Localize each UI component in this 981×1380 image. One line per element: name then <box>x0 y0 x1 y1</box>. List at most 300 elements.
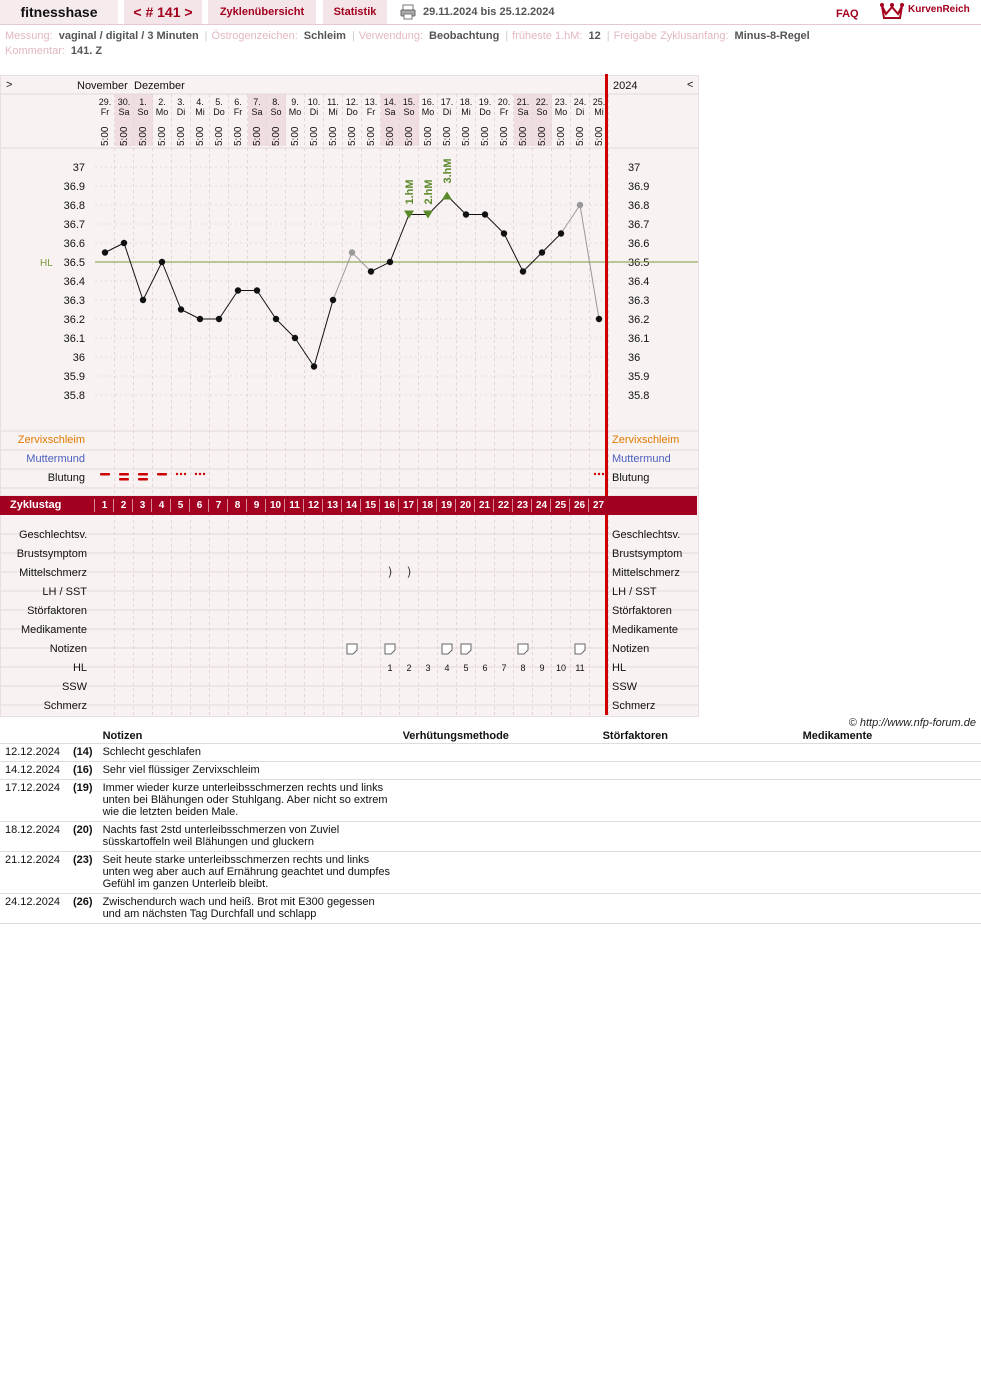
disturbances-header: Störfaktoren <box>598 729 798 744</box>
weekday-label: Fr <box>100 107 110 117</box>
row-label: Schmerz <box>612 700 656 712</box>
cycle-day-divider <box>246 499 247 512</box>
note-row <box>0 744 981 762</box>
top-bar <box>0 0 981 25</box>
date-label: 30. <box>117 97 131 107</box>
y-tick-label: 36.2 <box>628 314 650 326</box>
weekday-label: Mi <box>195 107 205 117</box>
note-icon[interactable] <box>347 644 357 654</box>
note-date: 24.12.2024 <box>0 894 68 924</box>
y-tick-label: 36.8 <box>63 200 85 212</box>
cycle-day-number: 8 <box>234 500 241 511</box>
cycle-day-number: 7 <box>215 500 222 511</box>
date-label: 14. <box>383 97 397 107</box>
username: fitnesshase <box>0 0 118 24</box>
note-text: Zwischendurch wach und heiß. Brot mit E300 gegessen und am nächsten Tag Durchfall und schlapp <box>98 894 398 924</box>
cycle-day-divider <box>588 499 589 512</box>
time-label: 5:00 <box>252 126 263 146</box>
row-label: Medikamente <box>20 624 87 636</box>
note-icon[interactable] <box>575 644 585 654</box>
note-medication <box>798 822 981 852</box>
date-label: 20. <box>497 97 511 107</box>
y-tick-label: 36.5 <box>63 257 85 269</box>
weekday-label: Mo <box>155 107 169 117</box>
temp-point <box>539 249 545 255</box>
date-label: 8. <box>272 97 280 107</box>
meta-value: Minus-8-Regel <box>734 30 810 42</box>
note-text: Schlecht geschlafen <box>98 744 398 762</box>
date-label: 12. <box>345 97 359 107</box>
cycle-day-divider <box>512 499 513 512</box>
cycle-day-number: 25 <box>554 500 567 511</box>
note-text: Nachts fast 2std unterleibsschmerzen von Zuviel süsskartoffeln weil Blähungen und gluckern <box>98 822 398 852</box>
y-tick-label: 35.9 <box>63 371 85 383</box>
time-label: 5:00 <box>518 126 529 146</box>
month-label: November <box>77 80 128 92</box>
time-label: 5:00 <box>480 126 491 146</box>
medication-header: Medikamente <box>798 729 981 744</box>
bleeding-icon <box>100 473 110 476</box>
date-label: 19. <box>478 97 492 107</box>
weekday-label: Mi <box>461 107 471 117</box>
next-cycle-button[interactable]: > <box>184 4 193 20</box>
weekday-label: Mo <box>421 107 435 117</box>
cycle-day-number: 10 <box>269 500 282 511</box>
weekday-label: Mo <box>288 107 302 117</box>
row-label: Mittelschmerz <box>612 567 680 579</box>
meta-key: Östrogenzeichen: <box>211 30 298 42</box>
time-label: 5:00 <box>442 126 453 146</box>
cycle-day-divider <box>493 499 494 512</box>
note-date: 17.12.2024 <box>0 780 68 822</box>
meta-separator: | <box>204 30 208 42</box>
temp-point <box>159 259 165 265</box>
weekday-label: Mo <box>554 107 568 117</box>
cycle-day-divider <box>113 499 114 512</box>
cycle-day-divider <box>151 499 152 512</box>
time-label: 5:00 <box>347 126 358 146</box>
time-label: 5:00 <box>100 126 111 146</box>
date-label: 6. <box>234 97 242 107</box>
y-tick-label: 36 <box>72 352 85 364</box>
bleeding-heavy-icon <box>138 478 148 481</box>
date-label: 29. <box>98 97 112 107</box>
note-text: Sehr viel flüssiger Zervixschleim <box>98 762 398 780</box>
y-tick-label: 36.7 <box>628 219 650 231</box>
logo-text[interactable]: KurvenReich <box>908 4 970 15</box>
today-marker <box>605 74 608 715</box>
note-medication <box>798 894 981 924</box>
cycle-day-number: 9 <box>253 500 260 511</box>
bleeding-spotting-icon <box>602 473 604 475</box>
cycle-day-divider <box>170 499 171 512</box>
temp-point <box>387 259 393 265</box>
y-tick-label: 37 <box>628 162 641 174</box>
cycle-day-divider <box>474 499 475 512</box>
row-label: Notizen <box>49 643 87 655</box>
y-tick-label: 36.6 <box>628 238 650 250</box>
cycle-day-number: 4 <box>158 500 165 511</box>
hm-marker <box>442 192 452 200</box>
note-disturbances <box>598 894 798 924</box>
cycle-day-number: 16 <box>383 500 396 511</box>
meta-key: Messung: <box>5 30 53 42</box>
row-label: Geschlechtsv. <box>19 529 88 541</box>
temp-point <box>368 268 374 274</box>
row-label: HL <box>72 662 87 674</box>
weekday-label: Di <box>176 107 186 117</box>
time-label: 5:00 <box>423 126 434 146</box>
temp-point <box>197 316 203 322</box>
meta-key: Freigabe Zyklusanfang: <box>613 30 729 42</box>
statistics-tab[interactable]: Statistik <box>323 0 387 24</box>
temp-point <box>463 211 469 217</box>
date-label: 9. <box>291 97 299 107</box>
time-label: 5:00 <box>309 126 320 146</box>
cycle-settings <box>5 29 816 59</box>
meta-value: Schleim <box>303 30 346 42</box>
date-label: 4. <box>196 97 204 107</box>
y-tick-label: 37 <box>72 162 85 174</box>
note-icon[interactable] <box>442 644 452 654</box>
cycle-period: 29.11.2024 bis 25.12.2024 <box>423 6 555 18</box>
time-label: 5:00 <box>138 126 149 146</box>
y-tick-label: 36.3 <box>63 295 85 307</box>
hm-label: 1.hM <box>404 179 416 205</box>
note-medication <box>798 780 981 822</box>
cycle-day-divider <box>227 499 228 512</box>
note-contraception <box>398 894 598 924</box>
date-label: 13. <box>364 97 378 107</box>
date-label: 22. <box>535 97 549 107</box>
date-label: 21. <box>516 97 530 107</box>
y-tick-label: 36.7 <box>63 219 85 231</box>
note-icon[interactable] <box>385 644 395 654</box>
mittelschmerz-icon: ) <box>406 565 412 579</box>
bleeding-spotting-icon <box>203 473 205 475</box>
note-date: 21.12.2024 <box>0 852 68 894</box>
row-label: Zervixschleim <box>612 434 680 446</box>
bleeding-spotting-icon <box>199 473 201 475</box>
row-label: Zervixschleim <box>17 434 85 446</box>
settings-line <box>5 29 816 44</box>
cycle-day-number: 13 <box>326 500 339 511</box>
cycle-chart <box>0 75 699 717</box>
row-label: SSW <box>612 681 638 693</box>
y-tick-label: 36.2 <box>63 314 85 326</box>
cycle-overview-tab[interactable]: Zyklenübersicht <box>208 0 316 24</box>
cycle-day-divider <box>569 499 570 512</box>
expand-left-button[interactable]: > <box>6 79 13 91</box>
weekday-label: So <box>403 107 415 117</box>
weekday-label: Do <box>213 107 225 117</box>
cycle-day-divider <box>360 499 361 512</box>
row-label: Medikamente <box>612 624 679 636</box>
cycle-day-number: 2 <box>120 500 127 511</box>
meta-key: früheste 1.hM: <box>512 30 583 42</box>
temp-point <box>501 230 507 236</box>
temp-point <box>311 363 317 369</box>
y-tick-label: 36.1 <box>628 333 650 345</box>
cycle-day-number: 3 <box>139 500 146 511</box>
temp-point <box>558 230 564 236</box>
weekday-label: Do <box>346 107 358 117</box>
weekday-label: So <box>270 107 282 117</box>
note-medication <box>798 744 981 762</box>
temp-point <box>140 297 146 303</box>
row-label: LH / SST <box>42 586 87 598</box>
weekday-label: Do <box>479 107 491 117</box>
cycle-day-divider <box>379 499 380 512</box>
row-label: Brustsymptom <box>16 548 87 560</box>
temp-line-segment <box>542 234 561 253</box>
date-label: 15. <box>402 97 416 107</box>
note-date: 12.12.2024 <box>0 744 68 762</box>
collapse-right-button[interactable]: < <box>687 79 694 91</box>
meta-separator: | <box>351 30 355 42</box>
meta-separator: | <box>505 30 509 42</box>
row-label: LH / SST <box>612 586 657 598</box>
cycle-day-divider <box>303 499 304 512</box>
note-row <box>0 894 981 924</box>
y-tick-label: 35.9 <box>628 371 650 383</box>
note-cycle-day: (26) <box>68 894 98 924</box>
time-label: 5:00 <box>271 126 282 146</box>
temp-point <box>596 316 602 322</box>
cycle-day-divider <box>341 499 342 512</box>
row-label: Störfaktoren <box>27 605 87 617</box>
faq-link[interactable]: FAQ <box>836 8 859 20</box>
cycle-day-number: 26 <box>573 500 586 511</box>
cycle-day-band <box>0 496 697 515</box>
y-tick-label: 36.8 <box>628 200 650 212</box>
print-icon[interactable] <box>400 4 416 20</box>
temp-point <box>520 268 526 274</box>
hm-label: 2.hM <box>423 179 435 205</box>
time-label: 5:00 <box>594 126 605 146</box>
date-label: 10. <box>307 97 321 107</box>
date-label: 25. <box>592 97 606 107</box>
cycle-day-divider <box>436 499 437 512</box>
time-label: 5:00 <box>176 126 187 146</box>
bleeding-spotting-icon <box>594 473 596 475</box>
bleeding-heavy-icon <box>138 473 148 476</box>
y-tick-label: 36.4 <box>63 276 85 288</box>
row-label: Muttermund <box>26 453 85 465</box>
weekday-label: Sa <box>384 107 396 117</box>
y-tick-label: 35.8 <box>628 390 650 402</box>
date-label: 2. <box>158 97 166 107</box>
copyright[interactable]: © http://www.nfp-forum.de <box>848 717 976 729</box>
weekday-label: Mi <box>594 107 604 117</box>
bleeding-heavy-icon <box>119 473 129 476</box>
y-tick-label: 35.8 <box>63 390 85 402</box>
note-cycle-day: (20) <box>68 822 98 852</box>
meta-value: Beobachtung <box>429 30 500 42</box>
chart-canvas <box>1 76 698 716</box>
temp-point <box>216 316 222 322</box>
cycle-day-divider <box>398 499 399 512</box>
temp-point <box>330 297 336 303</box>
note-disturbances <box>598 762 798 780</box>
comment-key: Kommentar: <box>5 45 65 57</box>
hl-number: 7 <box>501 663 507 673</box>
note-date: 14.12.2024 <box>0 762 68 780</box>
hm-label: 3.hM <box>442 158 454 184</box>
time-label: 5:00 <box>290 126 301 146</box>
year-label: 2024 <box>613 80 638 92</box>
note-icon[interactable] <box>518 644 528 654</box>
date-label: 23. <box>554 97 568 107</box>
weekday-label: Fr <box>366 107 376 117</box>
mittelschmerz-icon: ) <box>387 565 393 579</box>
date-label: 3. <box>177 97 185 107</box>
contraception-header: Verhütungsmethode <box>398 729 598 744</box>
bleeding-spotting-icon <box>184 473 186 475</box>
cycle-day-number: 17 <box>402 500 415 511</box>
time-label: 5:00 <box>328 126 339 146</box>
hl-number: 1 <box>387 663 393 673</box>
hl-number: 6 <box>482 663 488 673</box>
weekday-label: Di <box>442 107 452 117</box>
cycle-day-number: 18 <box>421 500 434 511</box>
time-label: 5:00 <box>556 126 567 146</box>
cycle-day-number: 6 <box>196 500 203 511</box>
note-medication <box>798 852 981 894</box>
note-cycle-day: (16) <box>68 762 98 780</box>
note-disturbances <box>598 822 798 852</box>
cycle-day-number: 23 <box>516 500 529 511</box>
temp-point <box>349 249 355 255</box>
cycle-day-divider <box>417 499 418 512</box>
note-contraception <box>398 822 598 852</box>
note-contraception <box>398 744 598 762</box>
time-label: 5:00 <box>404 126 415 146</box>
bleeding-spotting-icon <box>598 473 600 475</box>
prev-cycle-button[interactable]: < <box>133 4 142 20</box>
cycle-day-divider <box>322 499 323 512</box>
note-disturbances <box>598 852 798 894</box>
cycle-day-number: 27 <box>592 500 605 511</box>
note-row <box>0 822 981 852</box>
notes-header: Notizen <box>98 729 398 744</box>
weekday-label: So <box>536 107 548 117</box>
weekday-label: Sa <box>118 107 130 117</box>
temp-point <box>292 335 298 341</box>
time-label: 5:00 <box>195 126 206 146</box>
cycle-day-divider <box>265 499 266 512</box>
weekday-label: Di <box>309 107 319 117</box>
date-label: 5. <box>215 97 223 107</box>
cycle-day-number: 19 <box>440 500 453 511</box>
row-label: Blutung <box>612 472 650 484</box>
hl-number: 10 <box>555 663 567 673</box>
date-label: 17. <box>440 97 454 107</box>
hl-number: 3 <box>425 663 431 673</box>
weekday-label: Fr <box>233 107 243 117</box>
cycle-day-number: 24 <box>535 500 548 511</box>
hl-number: 11 <box>575 663 585 673</box>
note-text: Seit heute starke unterleibsschmerzen rechts und links unten weg aber auch auf Ernährung geachtet und dumpfes Gefühl im ganzen Unterleib bleibt. <box>98 852 398 894</box>
note-disturbances <box>598 744 798 762</box>
temp-point <box>482 211 488 217</box>
date-label: 7. <box>253 97 261 107</box>
row-label: Muttermund <box>612 453 671 465</box>
bleeding-heavy-icon <box>119 478 129 481</box>
note-disturbances <box>598 780 798 822</box>
note-row <box>0 780 981 822</box>
weekday-label: So <box>137 107 149 117</box>
crown-logo-icon[interactable] <box>880 2 904 20</box>
row-label: SSW <box>61 681 87 693</box>
note-contraception <box>398 780 598 822</box>
notes-table <box>0 729 981 924</box>
comment-line <box>5 44 816 59</box>
cycle-day-number: 22 <box>497 500 510 511</box>
cycle-day-number: 15 <box>364 500 377 511</box>
cycle-day-divider <box>550 499 551 512</box>
date-label: 18. <box>459 97 473 107</box>
temp-point <box>577 202 583 208</box>
weekday-label: Sa <box>517 107 529 117</box>
date-label: 16. <box>421 97 435 107</box>
row-label: Geschlechtsv. <box>612 529 681 541</box>
row-label: HL <box>612 662 627 674</box>
cycle-day-number: 21 <box>478 500 491 511</box>
temp-point <box>235 287 241 293</box>
cycle-number: # 141 <box>145 4 181 20</box>
note-icon[interactable] <box>461 644 471 654</box>
meta-value: vaginal / digital / 3 Minuten <box>58 30 199 42</box>
note-contraception <box>398 852 598 894</box>
row-label: Blutung <box>47 472 85 484</box>
time-label: 5:00 <box>214 126 225 146</box>
temp-point <box>178 306 184 312</box>
time-label: 5:00 <box>575 126 586 146</box>
row-label: Störfaktoren <box>612 605 672 617</box>
date-label: 1. <box>139 97 147 107</box>
hl-number: 5 <box>463 663 469 673</box>
note-row <box>0 762 981 780</box>
y-tick-label: 36.5 <box>628 257 650 269</box>
time-label: 5:00 <box>233 126 244 146</box>
weekday-label: Di <box>575 107 585 117</box>
cycle-day-number: 12 <box>307 500 320 511</box>
row-label: Schmerz <box>43 700 87 712</box>
row-label: Notizen <box>612 643 650 655</box>
row-label: Brustsymptom <box>612 548 683 560</box>
weekday-label: Mi <box>328 107 338 117</box>
hl-number: 8 <box>520 663 526 673</box>
cycle-day-divider <box>94 499 95 512</box>
cycle-day-number: 20 <box>459 500 472 511</box>
cycle-day-divider <box>455 499 456 512</box>
time-label: 5:00 <box>157 126 168 146</box>
bleeding-spotting-icon <box>176 473 178 475</box>
y-tick-label: 36.6 <box>63 238 85 250</box>
time-label: 5:00 <box>461 126 472 146</box>
note-medication <box>798 762 981 780</box>
row-label: Mittelschmerz <box>19 567 87 579</box>
temp-point <box>121 240 127 246</box>
weekday-label: Fr <box>499 107 509 117</box>
bleeding-spotting-icon <box>195 473 197 475</box>
hl-number: 9 <box>539 663 545 673</box>
meta-value: 12 <box>588 30 601 42</box>
cycle-day-number: 1 <box>101 500 108 511</box>
y-tick-label: 36.9 <box>628 181 650 193</box>
note-cycle-day: (19) <box>68 780 98 822</box>
